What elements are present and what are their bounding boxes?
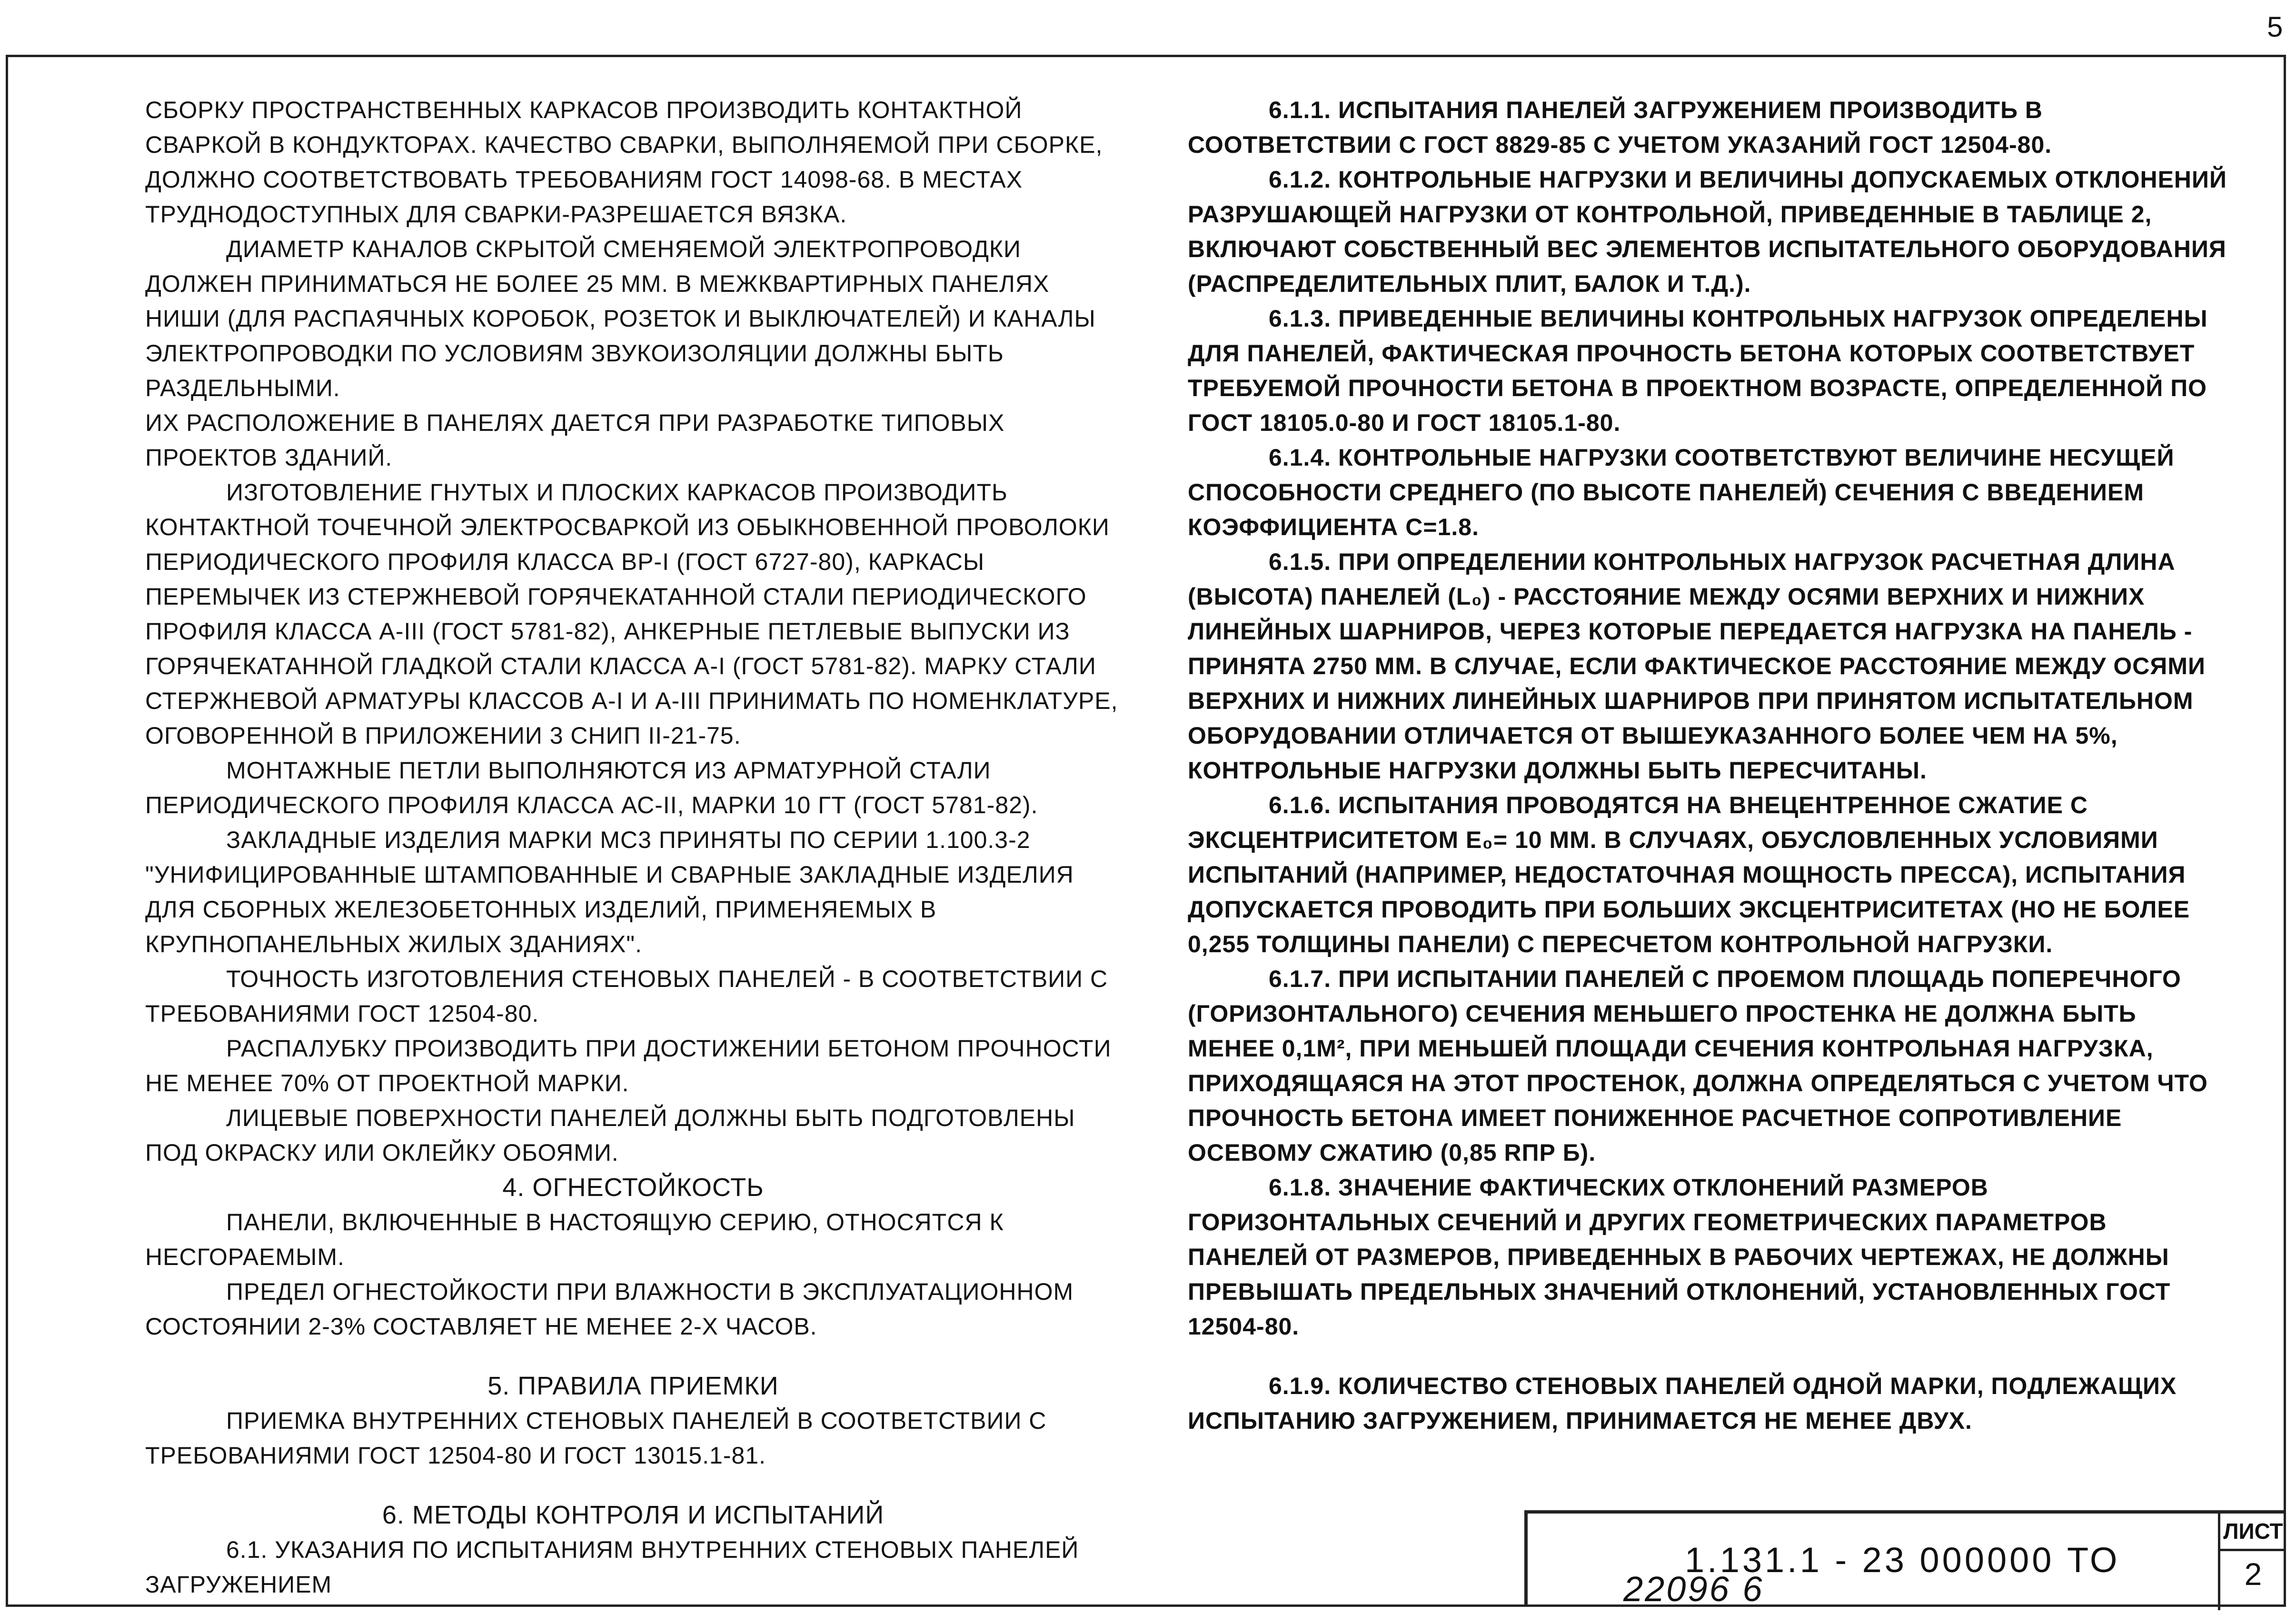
sheet-label: ЛИСТ <box>2220 1514 2286 1551</box>
sheet-cell <box>2218 1514 2286 1610</box>
document-code: 1.131.1 - 23 000000 ТО <box>1685 1540 2120 1580</box>
paragraph-wiring-location: ИХ РАСПОЛОЖЕНИЕ В ПАНЕЛЯХ ДАЕТСЯ ПРИ РАЗРАБОТКЕ ТИПОВЫХ ПРОЕКТОВ ЗДАНИЙ. <box>145 409 1005 471</box>
clause-6-1-5: 6.1.5. ПРИ ОПРЕДЕЛЕНИИ КОНТРОЛЬНЫХ НАГРУЗОК РАСЧЕТНАЯ ДЛИНА (ВЫСОТА) ПАНЕЛЕЙ (L₀) - РАССТОЯНИЕ МЕЖДУ ОСЯМИ ВЕРХНИХ И НИЖНИХ ЛИНЕЙНЫХ ШАРНИРОВ, ЧЕРЕЗ КОТОРЫЕ ПЕРЕДАЕТСЯ НАГРУЗКА НА ПАНЕЛЬ - ПРИНЯТА 2750 ММ. В СЛУЧАЕ, ЕСЛИ ФАКТИЧЕСКОЕ РАССТОЯНИЕ МЕЖДУ ОСЯМИ ВЕРХНИХ И НИЖНИХ ЛИНЕЙНЫХ ШАРНИРОВ ПРИ ПРИНЯТОМ ИСПЫТАТЕЛЬНОМ ОБОРУДОВАНИИ ОТЛИЧАЕТСЯ ОТ ВЫШЕУКАЗАННОГО БОЛЕЕ ЧЕМ НА 5%, КОНТРОЛЬНЫЕ НАГРУЗКИ ДОЛЖНЫ БЫТЬ ПЕРЕСЧИТАНЫ. <box>1188 548 2206 784</box>
clause-6-1-2: 6.1.2. КОНТРОЛЬНЫЕ НАГРУЗКИ И ВЕЛИЧИНЫ ДОПУСКАЕМЫХ ОТКЛОНЕНИЙ РАЗРУШАЮЩЕЙ НАГРУЗКИ ОТ КОНТРОЛЬНОЙ, ПРИВЕДЕННЫЕ В ТАБЛИЦЕ 2, ВКЛЮЧАЮТ СОБСТВЕННЫЙ ВЕС ЭЛЕМЕНТОВ ИСПЫТАТЕЛЬНОГО ОБОРУДОВАНИЯ (РАСПРЕДЕЛИТЕЛЬНЫХ ПЛИТ, БАЛОК И Т.Д.). <box>1188 166 2227 297</box>
paragraph-fire-limit: ПРЕДЕЛ ОГНЕСТОЙКОСТИ ПРИ ВЛАЖНОСТИ В ЭКСПЛУАТАЦИОННОМ СОСТОЯНИИ 2-3% СОСТАВЛЯЕТ НЕ МЕНЕЕ 2-Х ЧАСОВ. <box>145 1278 1074 1340</box>
paragraph-acceptance: ПРИЕМКА ВНУТРЕННИХ СТЕНОВЫХ ПАНЕЛЕЙ В СООТВЕТСТВИИ С ТРЕБОВАНИЯМИ ГОСТ 12504-80 И ГОСТ 13015.1-81. <box>145 1407 1047 1469</box>
paragraph-welding: СБОРКУ ПРОСТРАНСТВЕННЫХ КАРКАСОВ ПРОИЗВОДИТЬ КОНТАКТНОЙ СВАРКОЙ В КОНДУКТОРАХ. КАЧЕСТВО СВАРКИ, ВЫПОЛНЯЕМОЙ ПРИ СБОРКЕ, ДОЛЖНО СООТВЕТСТВОВАТЬ ТРЕБОВАНИЯМ ГОСТ 14098-68. В МЕСТАХ ТРУДНОДОСТУПНЫХ ДЛЯ СВАРКИ-РАЗРЕШАЕТСЯ ВЯЗКА. <box>145 97 1103 228</box>
clause-6-1-7: 6.1.7. ПРИ ИСПЫТАНИИ ПАНЕЛЕЙ С ПРОЕМОМ ПЛОЩАДЬ ПОПЕРЕЧНОГО (ГОРИЗОНТАЛЬНОГО) СЕЧЕНИЯ МЕНЬШЕГО ПРОСТЕНКА НЕ ДОЛЖНА БЫТЬ МЕНЕЕ 0,1М², ПРИ МЕНЬШЕЙ ПЛОЩАДИ СЕЧЕНИЯ КОНТРОЛЬНАЯ НАГРУЗКА, ПРИХОДЯЩАЯСЯ НА ЭТОТ ПРОСТЕНОК, ДОЛЖНА ОПРЕДЕЛЯТЬСЯ С УЧЕТОМ ЧТО ПРОЧНОСТЬ БЕТОНА ИМЕЕТ ПОНИЖЕННОЕ РАСЧЕТНОЕ СОПРОТИВЛЕНИЕ ОСЕВОМУ СЖАТИЮ (0,85 RПР Б). <box>1188 966 2208 1166</box>
paragraph-frames: ИЗГОТОВЛЕНИЕ ГНУТЫХ И ПЛОСКИХ КАРКАСОВ ПРОИЗВОДИТЬ КОНТАКТНОЙ ТОЧЕЧНОЙ ЭЛЕКТРОСВАРКОЙ ИЗ ОБЫКНОВЕННОЙ ПРОВОЛОКИ ПЕРИОДИЧЕСКОГО ПРОФИЛЯ КЛАССА ВР-I (ГОСТ 6727-80), КАРКАСЫ ПЕРЕМЫЧЕК ИЗ СТЕРЖНЕВОЙ ГОРЯЧЕКАТАННОЙ СТАЛИ ПЕРИОДИЧЕСКОГО ПРОФИЛЯ КЛАССА А-III (ГОСТ 5781-82), АНКЕРНЫЕ ПЕТЛЕВЫЕ ВЫПУСКИ ИЗ ГОРЯЧЕКАТАННОЙ ГЛАДКОЙ СТАЛИ КЛАССА А-I (ГОСТ 5781-82). МАРКУ СТАЛИ СТЕРЖНЕВОЙ АРМАТУРЫ КЛАССОВ А-I И А-III ПРИНИМАТЬ ПО НОМЕНКЛАТУРЕ, ОГОВОРЕННОЙ В ПРИЛОЖЕНИИ 3 СНИП II-21-75. <box>145 479 1118 749</box>
clause-6-1-3: 6.1.3. ПРИВЕДЕННЫЕ ВЕЛИЧИНЫ КОНТРОЛЬНЫХ НАГРУЗОК ОПРЕДЕЛЕНЫ ДЛЯ ПАНЕЛЕЙ, ФАКТИЧЕСКАЯ ПРОЧНОСТЬ БЕТОНА КОТОРЫХ СООТВЕТСТВУЕТ ТРЕБУЕМОЙ ПРОЧНОСТИ БЕТОНА В ПРОЕКТНОМ ВОЗРАСТЕ, ОПРЕДЕЛЕННОЙ ПО ГОСТ 18105.0-80 И ГОСТ 18105.1-80. <box>1188 305 2208 436</box>
paragraph-accuracy: ТОЧНОСТЬ ИЗГОТОВЛЕНИЯ СТЕНОВЫХ ПАНЕЛЕЙ - В СООТВЕТСТВИИ С ТРЕБОВАНИЯМИ ГОСТ 12504-80. <box>145 966 1108 1027</box>
paragraph-lifting-loops: МОНТАЖНЫЕ ПЕТЛИ ВЫПОЛНЯЮТСЯ ИЗ АРМАТУРНОЙ СТАЛИ ПЕРИОДИЧЕСКОГО ПРОФИЛЯ КЛАССА АС-II, МАРКИ 10 ГТ (ГОСТ 5781-82). <box>145 757 1038 818</box>
paragraph-wiring-channels: ДИАМЕТР КАНАЛОВ СКРЫТОЙ СМЕНЯЕМОЙ ЭЛЕКТРОПРОВОДКИ ДОЛЖЕН ПРИНИМАТЬСЯ НЕ БОЛЕЕ 25 ММ. В МЕЖКВАРТИРНЫХ ПАНЕЛЯХ НИШИ (ДЛЯ РАСПАЯЧНЫХ КОРОБОК, РОЗЕТОК И ВЫКЛЮЧАТЕЛЕЙ) И КАНАЛЫ ЭЛЕКТРОПРОВОДКИ ПО УСЛОВИЯМ ЗВУКОИЗОЛЯЦИИ ДОЛЖНЫ БЫТЬ РАЗДЕЛЬНЫМИ. <box>145 236 1096 401</box>
paragraph-formwork: РАСПАЛУБКУ ПРОИЗВОДИТЬ ПРИ ДОСТИЖЕНИИ БЕТОНОМ ПРОЧНОСТИ НЕ МЕНЕЕ 70% ОТ ПРОЕКТНОЙ МАРКИ. <box>145 1035 1112 1096</box>
clause-6-1-6: 6.1.6. ИСПЫТАНИЯ ПРОВОДЯТСЯ НА ВНЕЦЕНТРЕННОЕ СЖАТИЕ С ЭКСЦЕНТРИСИТЕТОМ E₀= 10 ММ. В СЛУЧАЯХ, ОБУСЛОВЛЕННЫХ УСЛОВИЯМИ ИСПЫТАНИЙ (НАПРИМЕР, НЕДОСТАТОЧНАЯ МОЩНОСТЬ ПРЕССА), ИСПЫТАНИЯ ДОПУСКАЕТСЯ ПРОВОДИТЬ ПРИ БОЛЬШИХ ЭКСЦЕНТРИСИТЕТАХ (НО НЕ БОЛЕЕ 0,255 ТОЛЩИНЫ ПАНЕЛИ) С ПЕРЕСЧЕТОМ КОНТРОЛЬНОЙ НАГРУЗКИ. <box>1188 792 2190 957</box>
paragraph-embedded-parts-series: "УНИФИЦИРОВАННЫЕ ШТАМПОВАННЫЕ И СВАРНЫЕ ЗАКЛАДНЫЕ ИЗДЕЛИЯ ДЛЯ СБОРНЫХ ЖЕЛЕЗОБЕТОННЫХ ИЗДЕЛИЙ, ПРИМЕНЯЕМЫХ В КРУПНОПАНЕЛЬНЫХ ЖИЛЫХ ЗДАНИЯХ". <box>145 861 1074 957</box>
heading-test-methods: 6. МЕТОДЫ КОНТРОЛЯ И ИСПЫТАНИЙ <box>382 1501 885 1529</box>
left-text-column <box>145 93 1121 1602</box>
paragraph-noncombustible: ПАНЕЛИ, ВКЛЮЧЕННЫЕ В НАСТОЯЩУЮ СЕРИЮ, ОТНОСЯТСЯ К НЕСГОРАЕМЫМ. <box>145 1209 1004 1270</box>
sheet-number: 2 <box>2244 1556 2262 1592</box>
clause-6-1-4: 6.1.4. КОНТРОЛЬНЫЕ НАГРУЗКИ СООТВЕТСТВУЮТ ВЕЛИЧИНЕ НЕСУЩЕЙ СПОСОБНОСТИ СРЕДНЕГО (ПО ВЫСОТЕ ПАНЕЛЕЙ) СЕЧЕНИЯ С ВВЕДЕНИЕМ КОЭФФИЦИЕНТА С=1.8. <box>1188 444 2175 540</box>
heading-fire-resistance: 4. ОГНЕСТОЙКОСТЬ <box>502 1173 764 1202</box>
paragraph-surfaces: ЛИЦЕВЫЕ ПОВЕРХНОСТИ ПАНЕЛЕЙ ДОЛЖНЫ БЫТЬ ПОДГОТОВЛЕНЫ ПОД ОКРАСКУ ИЛИ ОКЛЕЙКУ ОБОЯМИ. <box>145 1105 1075 1166</box>
clause-6-1-9: 6.1.9. КОЛИЧЕСТВО СТЕНОВЫХ ПАНЕЛЕЙ ОДНОЙ МАРКИ, ПОДЛЕЖАЩИХ ИСПЫТАНИЮ ЗАГРУЖЕНИЕМ, ПРИНИМАЕТСЯ НЕ МЕНЕЕ ДВУХ. <box>1188 1373 2177 1434</box>
heading-acceptance-rules: 5. ПРАВИЛА ПРИЕМКИ <box>487 1372 779 1400</box>
page-number: 5 <box>2267 11 2283 43</box>
clause-6-1-1: 6.1.1. ИСПЫТАНИЯ ПАНЕЛЕЙ ЗАГРУЖЕНИЕМ ПРОИЗВОДИТЬ В СООТВЕТСТВИИ С ГОСТ 8829-85 С УЧЕТОМ УКАЗАНИЙ ГОСТ 12504-80. <box>1188 97 2052 158</box>
paragraph-embedded-parts: ЗАКЛАДНЫЕ ИЗДЕЛИЯ МАРКИ МС3 ПРИНЯТЫ ПО СЕРИИ 1.100.3-2 <box>226 827 1031 853</box>
clause-6-1-8: 6.1.8. ЗНАЧЕНИЕ ФАКТИЧЕСКИХ ОТКЛОНЕНИЙ РАЗМЕРОВ ГОРИЗОНТАЛЬНЫХ СЕЧЕНИЙ И ДРУГИХ ГЕОМЕТРИЧЕСКИХ ПАРАМЕТРОВ ПАНЕЛЕЙ ОТ РАЗМЕРОВ, ПРИВЕДЕННЫХ В РАБОЧИХ ЧЕРТЕЖАХ, НЕ ДОЛЖНЫ ПРЕВЫШАТЬ ПРЕДЕЛЬНЫХ ЗНАЧЕНИЙ ОТКЛОНЕНИЙ, УСТАНОВЛЕННЫХ ГОСТ 12504-80. <box>1188 1174 2171 1340</box>
paragraph-6-1: 6.1. УКАЗАНИЯ ПО ИСПЫТАНИЯМ ВНУТРЕННИХ СТЕНОВЫХ ПАНЕЛЕЙ ЗАГРУЖЕНИЕМ <box>145 1536 1079 1598</box>
right-text-column <box>1188 93 2230 1438</box>
archive-number: 22096 6 <box>1623 1569 1764 1609</box>
